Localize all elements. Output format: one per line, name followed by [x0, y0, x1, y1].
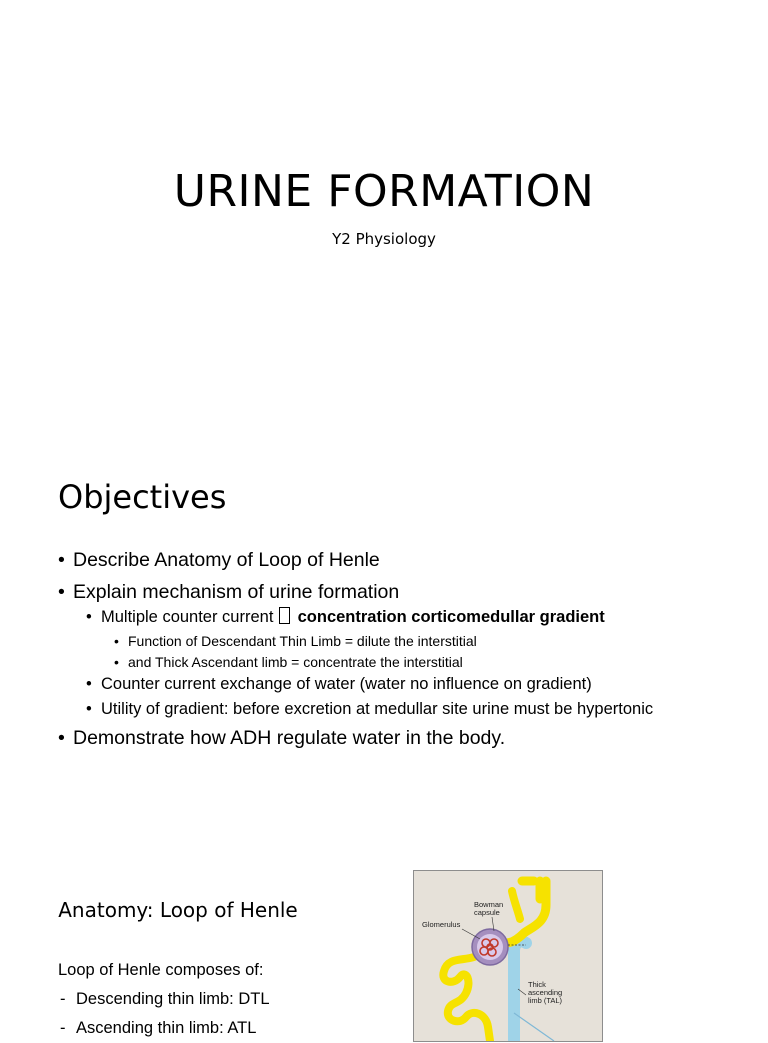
list-item: - Descending thin limb: DTL	[58, 985, 358, 1014]
convoluted-tubule	[443, 957, 490, 1041]
loop-of-henle-figure	[413, 870, 603, 1042]
subsub-bullet-dtl: • Function of Descendant Thin Limb = dilute the interstitial	[114, 632, 758, 650]
anatomy-text	[58, 956, 358, 1043]
bullet-anatomy: • Describe Anatomy of Loop of Henle	[58, 548, 758, 572]
anatomy-heading: Anatomy: Loop of Henle	[58, 898, 298, 922]
list-item: - Ascending thin limb: ATL	[58, 1014, 358, 1043]
objectives-heading: Objectives	[58, 478, 227, 516]
sub-bullet-utility: • Utility of gradient: before excretion at medullar site urine must be hypertonic	[86, 699, 758, 720]
subsub-bullet-tal: • and Thick Ascendant limb = concentrate the interstitial	[114, 653, 758, 671]
bullet-mechanism: • Explain mechanism of urine formation	[58, 580, 758, 604]
title-slide	[0, 0, 768, 430]
tal-label: Thick ascending limb (TAL)	[528, 980, 563, 1005]
objectives-slide	[0, 432, 768, 832]
glomerulus-label: Glomerulus	[422, 920, 461, 929]
sub-bullet-prefix: Multiple counter current	[101, 608, 274, 626]
sub-bullet-counter-current	[86, 607, 758, 628]
anatomy-intro: Loop of Henle composes of:	[58, 961, 264, 979]
anatomy-slide	[0, 840, 768, 1037]
objectives-list	[58, 548, 758, 758]
slide-subtitle: Y2 Physiology	[332, 230, 436, 248]
bullet-adh: • Demonstrate how ADH regulate water in the body.	[58, 726, 758, 750]
slide-title: URINE FORMATION	[173, 166, 595, 217]
missing-glyph-icon	[279, 607, 290, 624]
sub-bullet-bold: concentration corticomedullar gradient	[297, 608, 605, 626]
sub-bullet-exchange: • Counter current exchange of water (water no influence on gradient)	[86, 674, 758, 695]
nephron-illustration	[414, 871, 602, 1041]
bowman-capsule-label: Bowman capsule	[474, 900, 504, 917]
